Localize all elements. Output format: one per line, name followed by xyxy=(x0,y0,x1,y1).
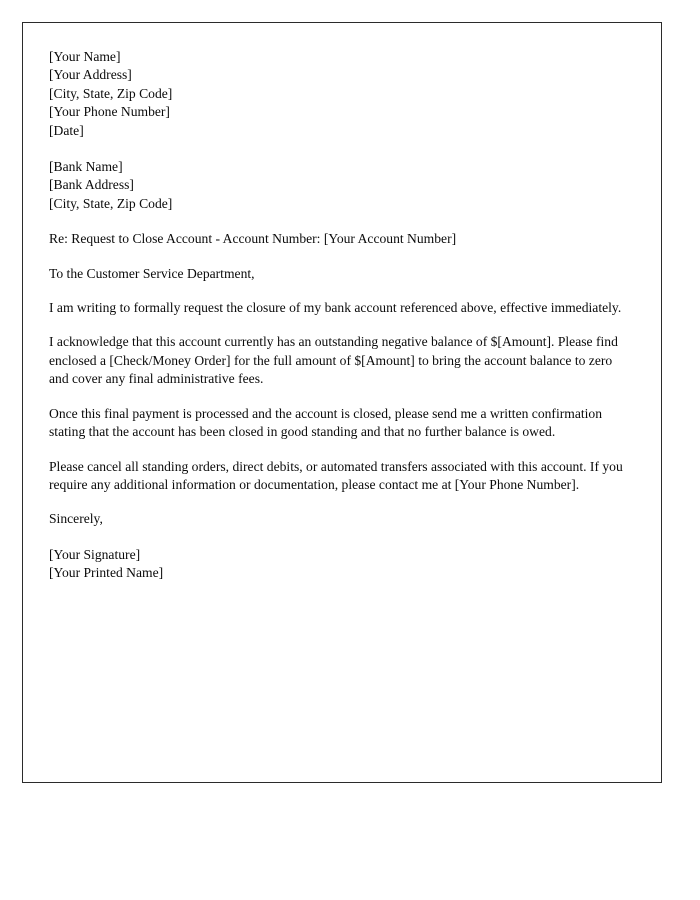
letter-page xyxy=(22,22,662,783)
sender-city-state-zip: [City, State, Zip Code] xyxy=(49,85,173,101)
body-paragraph-3: Once this final payment is processed and the account is closed, please send me a written confirmation stating that the account has been closed in good standing and that no further balance is owed. xyxy=(49,405,603,440)
sender-name: [Your Name] xyxy=(49,49,121,64)
bank-city-state-zip: [City, State, Zip Code] xyxy=(49,195,173,211)
sender-address: [Your Address] xyxy=(49,67,132,83)
letter-content xyxy=(49,48,629,583)
bank-name: [Bank Name] xyxy=(49,159,123,175)
body-paragraph-4: Please cancel all standing orders, direct debits, or automated transfers associated with this account. If you require any additional information or documentation, please contact me at [Your Phone Number]. xyxy=(49,458,623,492)
recipient-address-block xyxy=(49,158,629,213)
body-paragraph-2: I acknowledge that this account currently has an outstanding negative balance of $[Amount]. Please find enclosed a [Check/Money Order] for the full amount of $[Amount] to bring the account balance to zero and cover any final administrative fees. xyxy=(49,334,618,387)
bank-address: [Bank Address] xyxy=(49,177,134,193)
printed-name-placeholder: [Your Printed Name] xyxy=(49,565,164,581)
body-paragraph-1: I am writing to formally request the closure of my bank account referenced above, effective immediately. xyxy=(49,300,622,316)
sender-phone: [Your Phone Number] xyxy=(49,104,170,120)
letter-date: [Date] xyxy=(49,122,84,138)
signature-block xyxy=(49,546,629,583)
subject-line: Re: Request to Close Account - Account Number: [Your Account Number] xyxy=(49,231,457,247)
sender-address-block xyxy=(49,48,629,140)
signature-placeholder: [Your Signature] xyxy=(49,546,141,562)
closing-salutation: Sincerely, xyxy=(49,511,103,527)
salutation: To the Customer Service Department, xyxy=(49,265,255,281)
